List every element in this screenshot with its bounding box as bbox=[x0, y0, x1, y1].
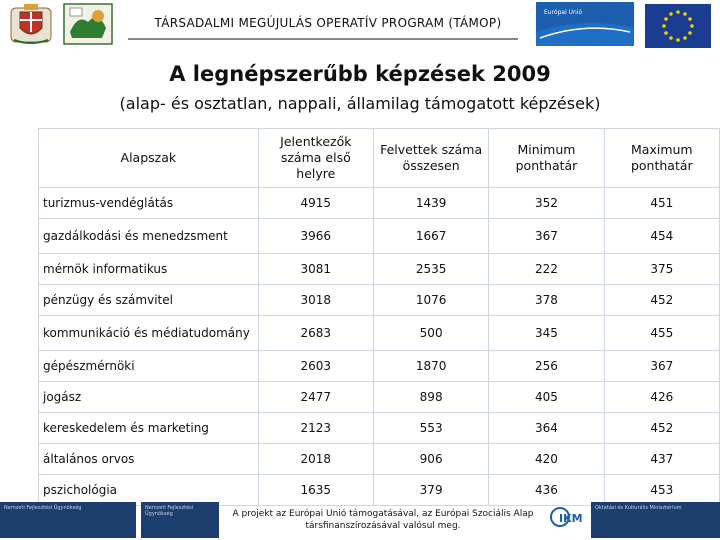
row-major: gépészmérnöki bbox=[39, 351, 259, 382]
row-min-score: 378 bbox=[489, 285, 604, 316]
table-row bbox=[39, 413, 720, 444]
program-title: TÁRSADALMI MEGÚJULÁS OPERATÍV PROGRAM (TÁMOP) bbox=[154, 16, 502, 30]
row-min-score: 436 bbox=[489, 475, 604, 506]
row-min-score: 420 bbox=[489, 444, 604, 475]
row-applicants: 2123 bbox=[258, 413, 373, 444]
row-admitted: 1076 bbox=[373, 285, 488, 316]
page-subtitle: (alap- és osztatlan, nappali, államilag támogatott képzések) bbox=[119, 94, 601, 113]
row-applicants: 4915 bbox=[258, 188, 373, 219]
ikm-logo-graphic bbox=[550, 504, 586, 536]
institution-logo bbox=[62, 2, 114, 46]
row-major: kommunikáció és médiatudomány bbox=[39, 316, 259, 351]
row-major: pszichológia bbox=[39, 475, 259, 506]
row-min-score: 345 bbox=[489, 316, 604, 351]
row-admitted: 906 bbox=[373, 444, 488, 475]
row-min-score: 352 bbox=[489, 188, 604, 219]
eu-flag-logo bbox=[645, 4, 711, 48]
row-max-score: 426 bbox=[604, 382, 719, 413]
header-applicants: Jelentkezők száma első helyre bbox=[258, 129, 373, 188]
row-applicants: 2603 bbox=[258, 351, 373, 382]
row-max-score: 451 bbox=[604, 188, 719, 219]
row-admitted: 500 bbox=[373, 316, 488, 351]
table-row bbox=[39, 254, 720, 285]
header bbox=[0, 0, 720, 50]
row-max-score: 375 bbox=[604, 254, 719, 285]
header-min-score: Minimum ponthatár bbox=[489, 129, 604, 188]
row-admitted: 1870 bbox=[373, 351, 488, 382]
table-row bbox=[39, 285, 720, 316]
footer bbox=[0, 500, 720, 540]
footer-funding-text: A projekt az Európai Unió támogatásával, az Európai Szociális Alap társfinanszírozásával valósul meg. bbox=[232, 509, 534, 531]
row-admitted: 2535 bbox=[373, 254, 488, 285]
row-major: pénzügy és számvitel bbox=[39, 285, 259, 316]
table-row bbox=[39, 351, 720, 382]
row-max-score: 455 bbox=[604, 316, 719, 351]
row-max-score: 453 bbox=[604, 475, 719, 506]
header-admitted: Felvettek száma összesen bbox=[373, 129, 488, 188]
table-row bbox=[39, 444, 720, 475]
footer-logo-nfu-small-text: Nemzeti Fejlesztési Ügynökség bbox=[145, 505, 194, 517]
table-row bbox=[39, 219, 720, 254]
header-divider bbox=[128, 38, 518, 40]
footer-logo-okm bbox=[591, 502, 720, 538]
row-major: jogász bbox=[39, 382, 259, 413]
row-min-score: 405 bbox=[489, 382, 604, 413]
row-min-score: 364 bbox=[489, 413, 604, 444]
row-min-score: 256 bbox=[489, 351, 604, 382]
row-major: mérnök informatikus bbox=[39, 254, 259, 285]
row-max-score: 367 bbox=[604, 351, 719, 382]
footer-logo-nfu-text: Nemzeti Fejlesztési Ügynökség bbox=[4, 505, 82, 511]
row-admitted: 1667 bbox=[373, 219, 488, 254]
footer-logo-okm-text: Oktatási és Kulturális Minisztérium bbox=[595, 505, 682, 511]
svg-text:Európai Unió: Európai Unió bbox=[544, 9, 583, 16]
ikm-logo bbox=[550, 504, 586, 536]
row-min-score: 222 bbox=[489, 254, 604, 285]
table-row bbox=[39, 188, 720, 219]
page-title: A legnépszerűbb képzések 2009 bbox=[169, 62, 551, 86]
table-row bbox=[39, 316, 720, 351]
footer-logo-nfu-small bbox=[141, 502, 219, 538]
header-major: Alapszak bbox=[39, 129, 259, 188]
row-applicants: 3966 bbox=[258, 219, 373, 254]
row-applicants: 3081 bbox=[258, 254, 373, 285]
row-applicants: 2018 bbox=[258, 444, 373, 475]
umft-logo bbox=[536, 2, 634, 46]
row-admitted: 898 bbox=[373, 382, 488, 413]
umft-logo-graphic bbox=[536, 2, 634, 46]
footer-logo-nfu bbox=[0, 502, 136, 538]
row-applicants: 1635 bbox=[258, 475, 373, 506]
ikm-logo-text: IKM bbox=[559, 512, 583, 525]
table-row bbox=[39, 382, 720, 413]
row-applicants: 2477 bbox=[258, 382, 373, 413]
row-major: turizmus-vendéglátás bbox=[39, 188, 259, 219]
row-major: általános orvos bbox=[39, 444, 259, 475]
popular-courses-table bbox=[38, 128, 720, 506]
header-max-score: Maximum ponthatár bbox=[604, 129, 719, 188]
table-header-row bbox=[39, 129, 720, 188]
row-admitted: 379 bbox=[373, 475, 488, 506]
row-applicants: 2683 bbox=[258, 316, 373, 351]
row-admitted: 553 bbox=[373, 413, 488, 444]
coat-of-arms-logo bbox=[8, 2, 54, 46]
row-max-score: 437 bbox=[604, 444, 719, 475]
row-admitted: 1439 bbox=[373, 188, 488, 219]
row-major: gazdálkodási és menedzsment bbox=[39, 219, 259, 254]
row-min-score: 367 bbox=[489, 219, 604, 254]
row-max-score: 452 bbox=[604, 413, 719, 444]
row-major: kereskedelem és marketing bbox=[39, 413, 259, 444]
row-max-score: 452 bbox=[604, 285, 719, 316]
row-max-score: 454 bbox=[604, 219, 719, 254]
row-applicants: 3018 bbox=[258, 285, 373, 316]
